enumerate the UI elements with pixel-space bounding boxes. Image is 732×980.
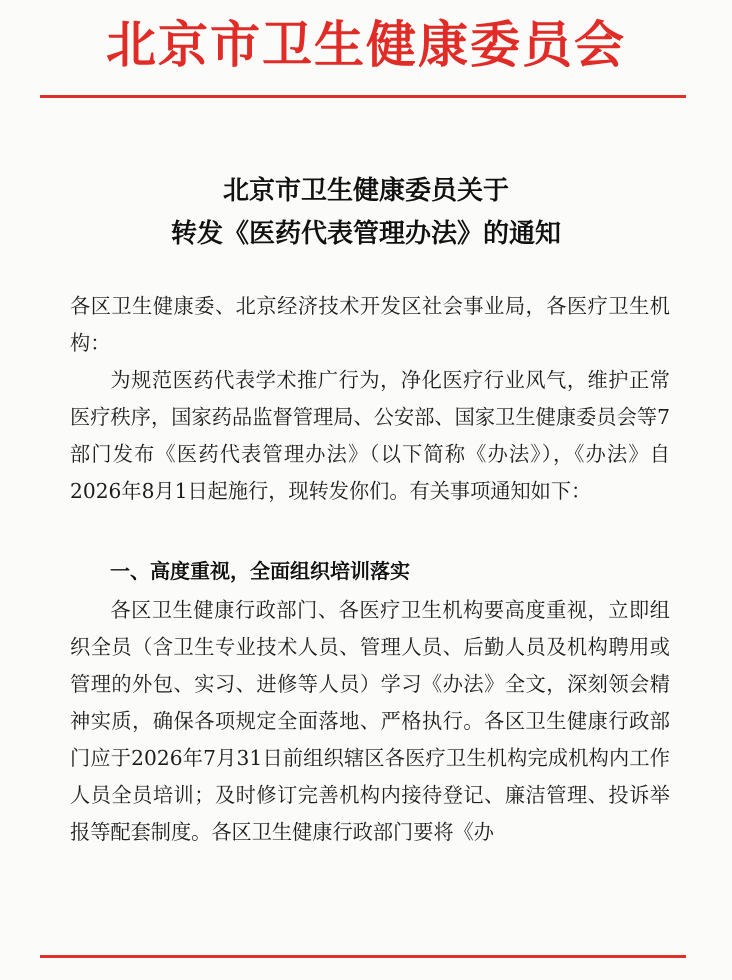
document-title-line-1: 北京市卫生健康委员关于 bbox=[222, 176, 509, 206]
footer-red-rule bbox=[40, 955, 686, 958]
letterhead-red-rule bbox=[40, 95, 686, 98]
section-1-paragraph: 各区卫生健康行政部门、各医疗卫生机构要高度重视，立即组织全员（含卫生专业技术人员、管理人员、后勤人员及机构聘用或管理的外包、实习、进修等人员）学习《办法》全文，深刻领会精神实质，确保各项规定全面落地、严格执行。各区卫生健康行政部门应于2026年7月31日前组织辖区各医疗卫生机构完成机构内工作人员全员培训；及时修订完善机构内接待登记、廉洁管理、投诉举报等配套制度。各区卫生健康行政部门要将《办 bbox=[70, 598, 670, 844]
addressee: 各区卫生健康委、北京经济技术开发区社会事业局，各医疗卫生机构： bbox=[70, 294, 670, 355]
intro-paragraph: 为规范医药代表学术推广行为，净化医疗行业风气，维护正常医疗秩序，国家药品监督管理局、公安部、国家卫生健康委员会等7部门发布《医药代表管理办法》（以下简称《办法》），《办法》自2026年8月1日起施行，现转发你们。有关事项通知如下： bbox=[70, 368, 670, 503]
document-title-line-2: 转发《医药代表管理办法》的通知 bbox=[170, 219, 561, 249]
letterhead-title: 北京市卫生健康委员会 bbox=[106, 16, 626, 74]
section-1-heading: 一、高度重视，全面组织培训落实 bbox=[110, 559, 410, 583]
